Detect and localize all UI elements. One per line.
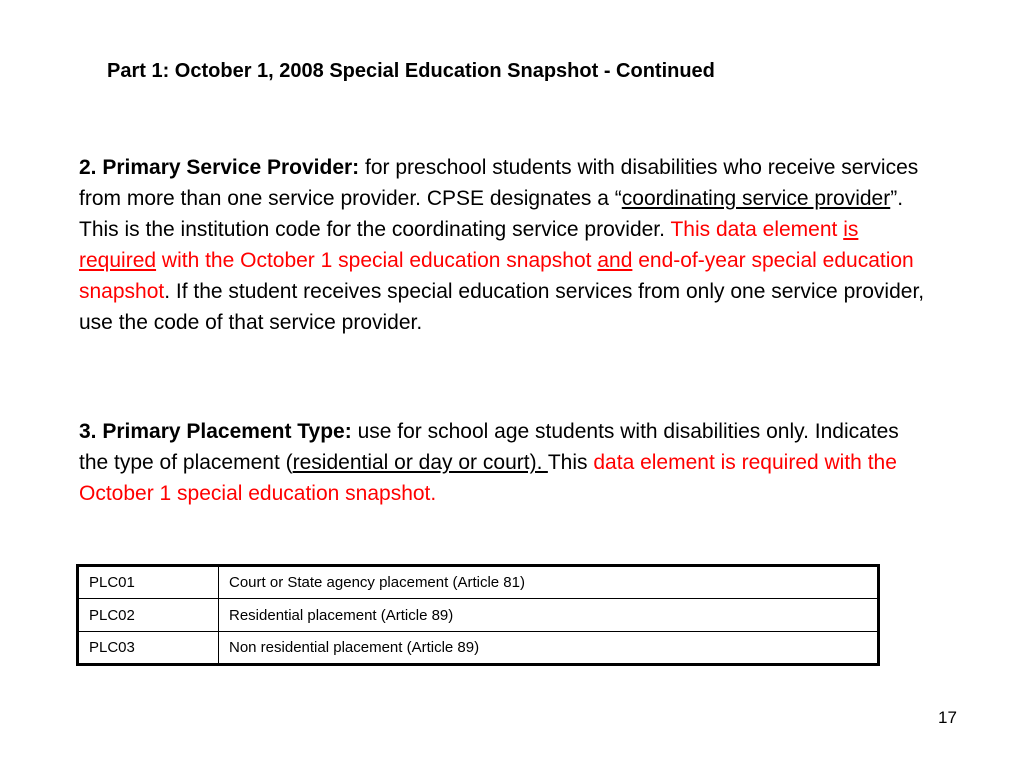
coordinating-service-provider-text: coordinating service provider: [621, 187, 891, 210]
primary-placement-type-paragraph: [79, 416, 929, 509]
table-row: [78, 566, 879, 599]
section2-red-underlined: is required: [79, 218, 859, 272]
section2-text-b: ”. This is the institution code for the coordinating service provider.: [79, 187, 904, 241]
placement-code-cell: PLC01: [78, 566, 219, 599]
section2-text-a: for preschool students with disabilities who receive services from more than one service provider. CPSE designates a “: [79, 156, 919, 210]
placement-description-cell: Court or State agency placement (Article 81): [219, 566, 879, 599]
page-number: 17: [938, 708, 957, 727]
section3-red: data element is required with the October 1 special education snapshot.: [79, 451, 897, 505]
section2-heading: 2. Primary Service Provider:: [79, 156, 360, 179]
placement-type-table: [76, 564, 880, 666]
section3-underlined: residential or day or court).: [292, 451, 548, 474]
section2-red-and: and: [597, 249, 633, 272]
section3-text-b: This: [547, 451, 594, 474]
section3-text-a: use for school age students with disabilities only. Indicates the type of placement (: [79, 420, 899, 474]
section2-red-c: end-of-year special education snapshot: [79, 249, 914, 303]
section3-heading: 3. Primary Placement Type:: [79, 420, 352, 443]
placement-code-cell: PLC03: [78, 632, 219, 665]
placement-description-cell: Non residential placement (Article 89): [219, 632, 879, 665]
section2-red-b: with the October 1 special education snapshot: [156, 249, 598, 272]
placement-code-cell: PLC02: [78, 599, 219, 632]
table-row: [78, 599, 879, 632]
primary-service-provider-paragraph: [79, 152, 929, 338]
section2-red-a: This data element: [670, 218, 844, 241]
table-row: [78, 632, 879, 665]
section2-text-c: . If the student receives special education services from only one service provider, use the code of that service provider.: [79, 280, 925, 334]
slide-title: Part 1: October 1, 2008 Special Education Snapshot - Continued: [107, 60, 715, 82]
placement-description-cell: Residential placement (Article 89): [219, 599, 879, 632]
